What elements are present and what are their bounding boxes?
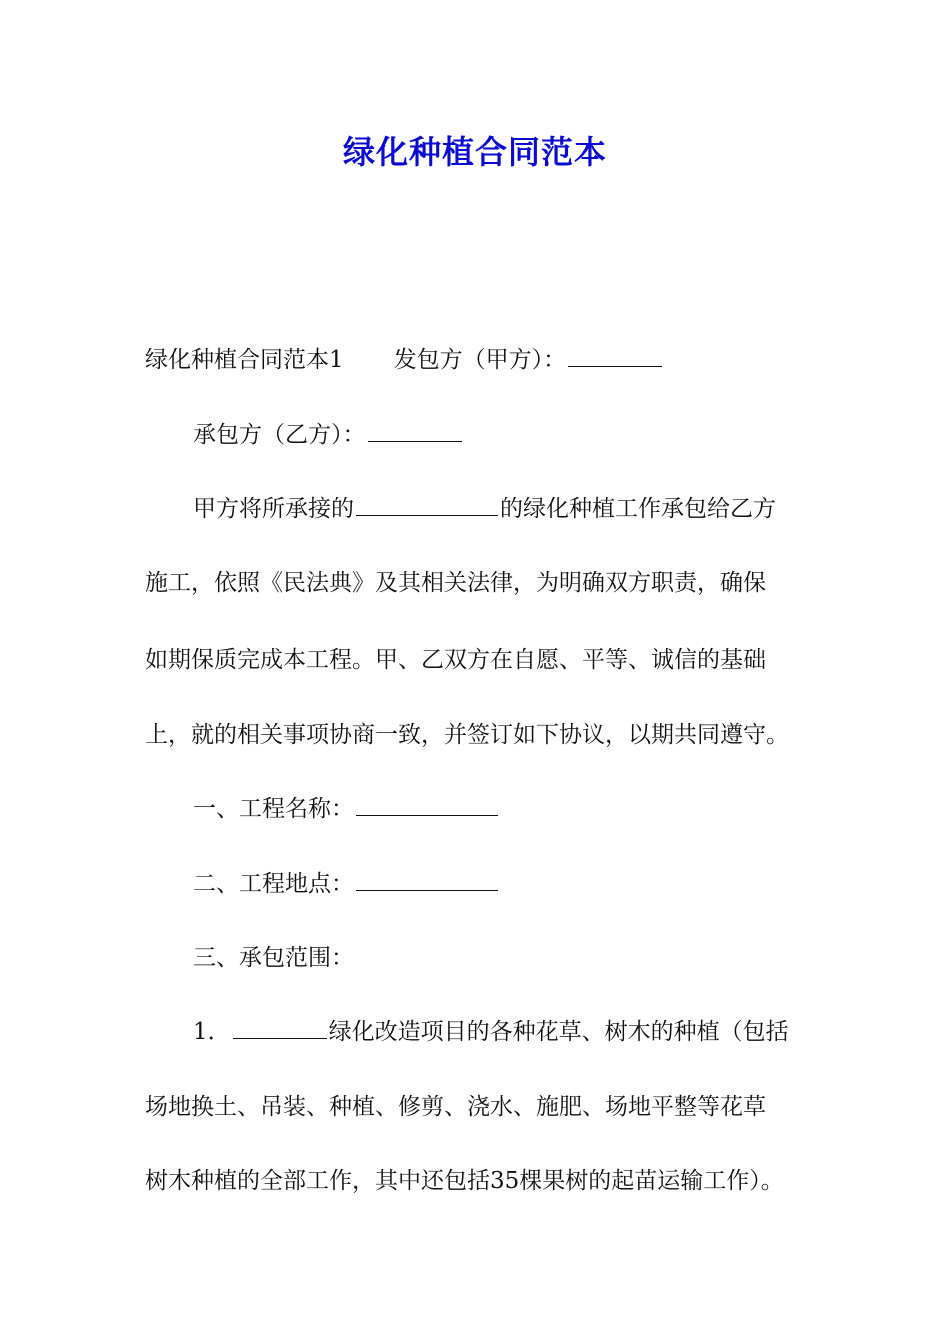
paragraph-line-2 xyxy=(193,415,863,455)
paragraph-line-4: 施工，依照《民法典》及其相关法律，为明确双方职责，确保 xyxy=(145,570,766,596)
item-text: 绿化改造项目的各种花草、树木的种植（包括 xyxy=(328,1019,789,1045)
paragraph-line-1 xyxy=(145,340,815,380)
paragraph-line-3 xyxy=(193,489,863,529)
party-a-blank xyxy=(568,342,662,367)
section-project-location xyxy=(193,864,863,904)
paragraph-line-11: 场地换土、吊装、种植、修剪、浇水、施肥、场地平整等花草 xyxy=(145,1094,766,1120)
project-location-label: 二、工程地点： xyxy=(193,871,354,897)
party-a-label: 发包方（甲方）： xyxy=(393,347,567,373)
project-name-blank xyxy=(356,791,498,816)
item-blank xyxy=(233,1014,327,1039)
party-b-label: 承包方（乙方）： xyxy=(193,422,366,448)
document-title: 绿化种植合同范本 xyxy=(342,133,607,171)
section-scope: 三、承包范围： xyxy=(193,945,354,971)
intro-text-end: 的绿化种植工作承包给乙方 xyxy=(500,496,776,522)
party-b-blank xyxy=(368,417,462,442)
project-blank xyxy=(356,491,498,516)
intro-text-start: 甲方将所承接的 xyxy=(193,496,354,522)
section-project-name xyxy=(193,789,863,829)
paragraph-line-6: 上，就的相关事项协商一致，并签订如下协议，以期共同遵守。 xyxy=(145,722,789,748)
paragraph-line-10 xyxy=(193,1012,863,1052)
project-location-blank xyxy=(356,866,498,891)
item-number: 1． xyxy=(193,1019,231,1045)
contract-sample-label: 绿化种植合同范本1 xyxy=(145,347,344,373)
paragraph-line-5: 如期保质完成本工程。甲、乙双方在自愿、平等、诚信的基础 xyxy=(145,647,766,673)
paragraph-line-12: 树木种植的全部工作，其中还包括35棵果树的起苗运输工作）。 xyxy=(145,1168,784,1194)
project-name-label: 一、工程名称： xyxy=(193,796,354,822)
